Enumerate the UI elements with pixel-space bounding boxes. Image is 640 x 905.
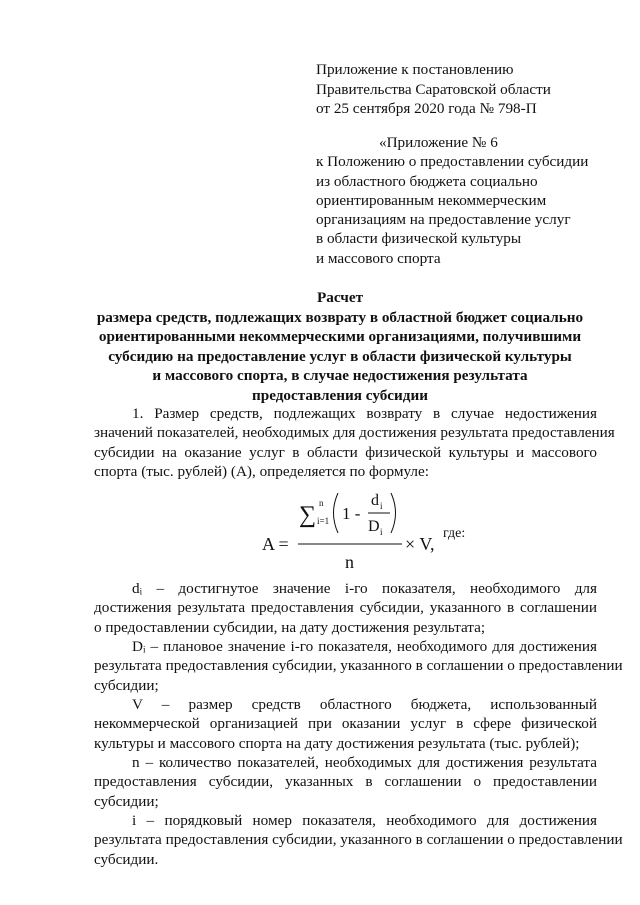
sum-lower-limit: i=1 [317, 516, 330, 526]
appendix-inner-line: в области физической культуры [316, 230, 522, 248]
numerator-d-sub: i [380, 501, 383, 511]
formula-svg [262, 487, 522, 577]
formula-where: где: [443, 526, 466, 541]
appendix-header [316, 60, 616, 119]
one-minus: 1 - [342, 504, 361, 523]
appendix-header-line: Приложение к постановлению [316, 61, 514, 78]
denominator-D-sub: i [380, 527, 383, 537]
paragraph-line: значений показателей, необходимых для достижения результата предоставления [94, 424, 615, 442]
right-paren [391, 493, 396, 533]
definition-line: субсидии; [94, 676, 159, 694]
definition-line: результата предоставления субсидии, указанного в соглашении о предоставлении [94, 831, 623, 849]
appendix-inner-line: к Положению о предоставлении субсидии [316, 153, 589, 171]
title-line: и массового спорта, в случае недостижения результата [152, 367, 528, 384]
appendix-inner-line: из областного бюджета социально [316, 172, 538, 190]
definition-line: субсидии; [94, 792, 159, 810]
numerator-d: d [371, 492, 379, 509]
appendix-inner-line: ориентированным некоммерческим [316, 191, 547, 209]
definition-d [94, 579, 597, 637]
denominator-D: D [368, 518, 380, 535]
definition-n [94, 753, 597, 811]
definition-line: V – размер средств областного бюджета, использованный [132, 696, 597, 713]
paragraph-line: 1. Размер средств, подлежащих возврату в случае недостижения [132, 405, 597, 422]
definition-i [94, 811, 623, 869]
paragraph-1 [94, 404, 615, 481]
title-line: размера средств, подлежащих возврату в областной бюджет социально [96, 308, 584, 326]
formula-lhs: A = [262, 534, 289, 554]
appendix-inner-line: и массового спорта [316, 249, 441, 267]
definition-line: достижения результата предоставления субсидии, указанного в соглашении [94, 599, 597, 617]
title-line: Расчет [316, 289, 364, 306]
definition-line: n – количество показателей, необходимых для достижения результата [132, 754, 597, 771]
definition-V [94, 695, 597, 753]
definition-line: i – порядковый номер показателя, необходимого для достижения [132, 812, 597, 829]
document-title [90, 288, 590, 405]
formula [262, 487, 522, 577]
paragraph-line: спорта (тыс. рублей) (A), определяется по формуле: [94, 462, 429, 480]
appendix-header-line: от 25 сентября 2020 года № 798-П [316, 100, 537, 117]
definition-line: некоммерческой организацией при оказании услуг в сфере физической [94, 715, 597, 733]
sum-upper-limit: n [319, 498, 324, 508]
definition-line: о предоставлении субсидии, на дату достижения результата; [94, 618, 486, 636]
definition-line: субсидии. [94, 850, 159, 868]
title-line: субсидию на предоставление услуг в области физической культуры [108, 347, 572, 365]
title-line: предоставления субсидии [252, 386, 428, 404]
definition-line: Dᵢ – плановое значение i-го показателя, необходимого для достижения [132, 638, 597, 655]
appendix-inner-line: «Приложение № 6 [379, 134, 498, 151]
appendix-header-line: Правительства Саратовской области [316, 80, 551, 98]
times-v: × V, [405, 534, 435, 554]
formula-denominator: n [345, 552, 354, 572]
title-line: ориентированными некоммерческими организациями, получившими [98, 328, 582, 345]
appendix-inner-header [316, 133, 616, 268]
definition-line: культуры и массового спорта на дату достижения результата (тыс. рублей); [94, 734, 580, 752]
definition-line: dᵢ – достигнутое значение i-го показателя, необходимого для [132, 580, 597, 597]
definition-D [94, 637, 623, 695]
definition-line: предоставления субсидии, указанных в соглашении о предоставлении [94, 773, 597, 791]
paragraph-line: субсидии на оказание услуг в области физической культуры и массового [94, 443, 597, 461]
definition-line: результата предоставления субсидии, указанного в соглашении о предоставлении [94, 657, 623, 675]
sum-symbol: ∑ [299, 502, 317, 528]
left-paren [334, 493, 339, 533]
appendix-inner-line: организациям на предоставление услуг [316, 211, 571, 229]
